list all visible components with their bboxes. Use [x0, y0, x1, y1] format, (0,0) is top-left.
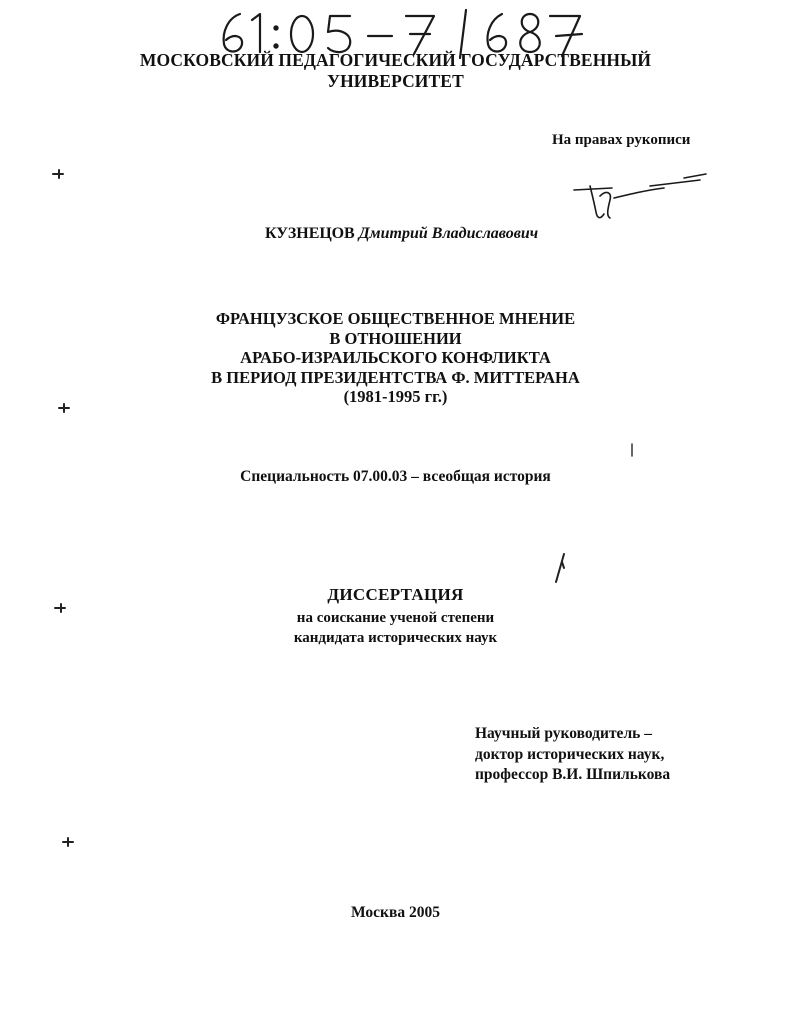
rights-note: На правах рукописи	[552, 132, 691, 148]
title-line-1: ФРАНЦУЗСКОЕ ОБЩЕСТВЕННОЕ МНЕНИЕ	[215, 309, 576, 328]
binder-mark	[52, 600, 68, 616]
binder-mark	[60, 834, 76, 850]
supervisor-line-1: Научный руководитель –	[475, 725, 652, 742]
degree-line-2: кандидата исторических наук	[293, 630, 498, 646]
university-name	[0, 50, 791, 92]
binder-mark	[56, 400, 72, 416]
degree-description	[0, 608, 791, 648]
dissertation-title	[0, 309, 791, 407]
title-line-3: АРАБО-ИЗРАИЛЬСКОГО КОНФЛИКТА	[240, 348, 551, 368]
signature	[560, 168, 720, 228]
title-line-4: В ПЕРИОД ПРЕЗИДЕНТСТВА Ф. МИТТЕРАНА	[211, 367, 580, 387]
binder-mark	[50, 166, 66, 182]
supervisor-line-2: доктор исторических наук,	[475, 745, 665, 763]
author-surname: КУЗНЕЦОВ	[265, 225, 355, 242]
dissertation-heading: ДИССЕРТАЦИЯ	[327, 585, 464, 604]
title-line-5: (1981-1995 гг.)	[343, 387, 448, 407]
author-given-names: Дмитрий Владиславович	[358, 225, 539, 242]
city-year: Москва 2005	[351, 904, 440, 921]
scan-artifact	[628, 442, 636, 458]
scan-artifact	[552, 552, 568, 584]
supervisor-line-3: профессор В.И. Шпилькова	[475, 766, 671, 783]
university-line-2: УНИВЕРСИТЕТ	[327, 71, 464, 91]
specialty: Специальность 07.00.03 – всеобщая история	[240, 468, 551, 485]
degree-line-1: на соискание ученой степени	[296, 610, 495, 626]
author-name	[265, 225, 538, 243]
university-line-1: МОСКОВСКИЙ ПЕДАГОГИЧЕСКИЙ ГОСУДАРСТВЕННЫЙ	[139, 50, 652, 70]
title-line-2: В ОТНОШЕНИИ	[329, 328, 462, 348]
supervisor-block	[475, 724, 670, 786]
